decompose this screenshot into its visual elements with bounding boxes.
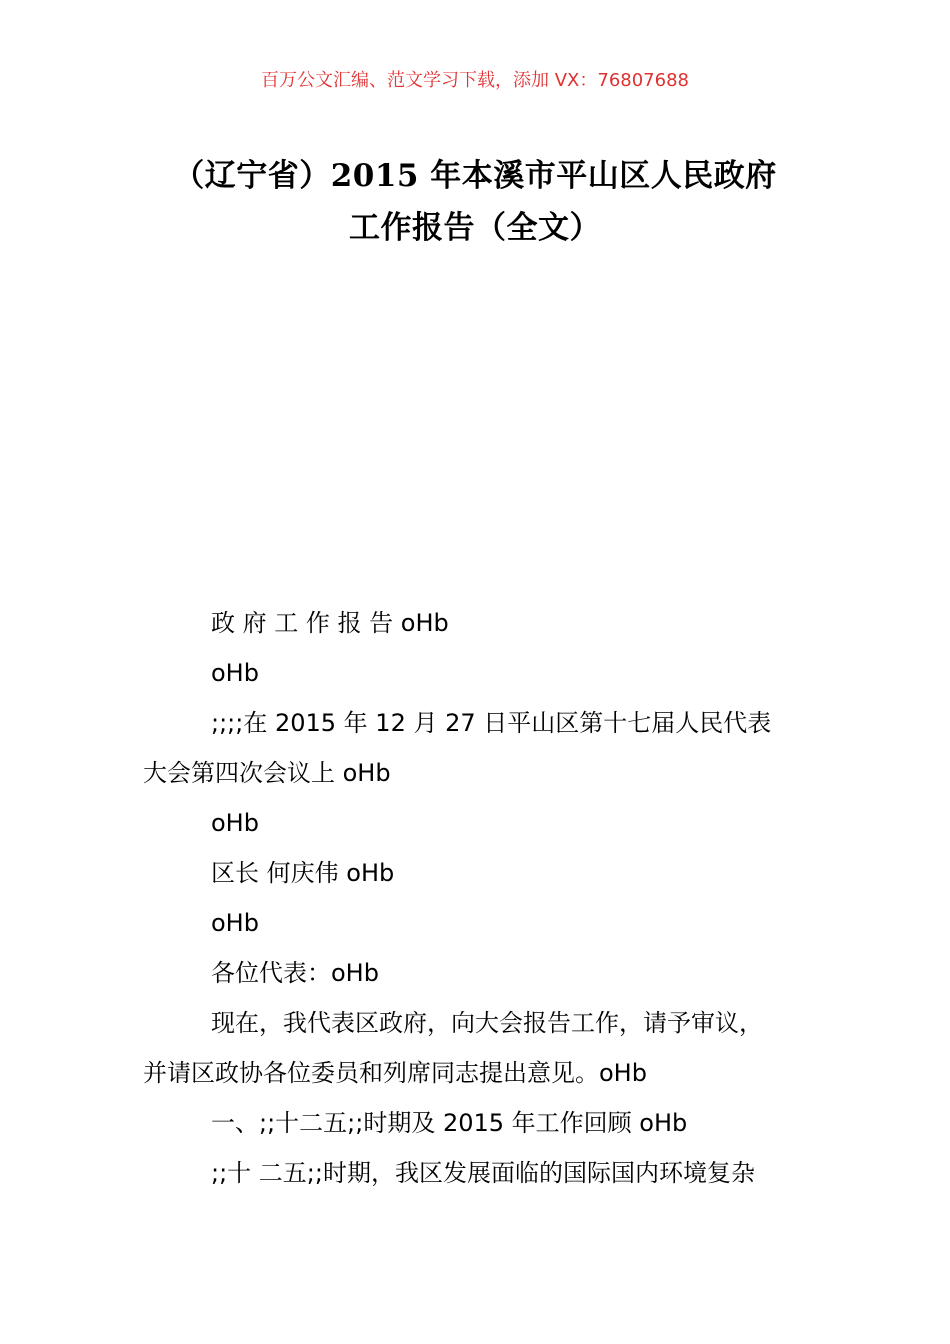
body-line-heading: 政 府 工 作 报 告 oHb <box>211 609 449 637</box>
body-line: oHb <box>211 809 259 837</box>
body-line-section-heading: 一、;;十二五;;时期及 2015 年工作回顾 oHb <box>211 1109 688 1137</box>
body-line: 并请区政协各位委员和列席同志提出意见。oHb <box>143 1059 647 1087</box>
document-body <box>143 598 813 1198</box>
title-line-2: 工作报告（全文） <box>349 210 601 246</box>
body-line: 现在，我代表区政府，向大会报告工作，请予审议， <box>211 1009 763 1037</box>
document-title <box>0 150 950 254</box>
watermark-header: 百万公文汇编、范文学习下载，添加 VX：76807688 <box>261 70 689 91</box>
body-line-salutation: 各位代表：oHb <box>211 959 379 987</box>
body-line-author: 区长 何庆伟 oHb <box>211 859 395 887</box>
body-line: ;;;;在 2015 年 12 月 27 日平山区第十七届人民代表 <box>211 709 772 737</box>
body-line: oHb <box>211 909 259 937</box>
title-line-1: （辽宁省）2015 年本溪市平山区人民政府 <box>173 158 777 194</box>
body-line: 大会第四次会议上 oHb <box>143 759 391 787</box>
body-line: ;;十 二五;;时期，我区发展面临的国际国内环境复杂 <box>211 1159 755 1187</box>
body-line: oHb <box>211 659 259 687</box>
